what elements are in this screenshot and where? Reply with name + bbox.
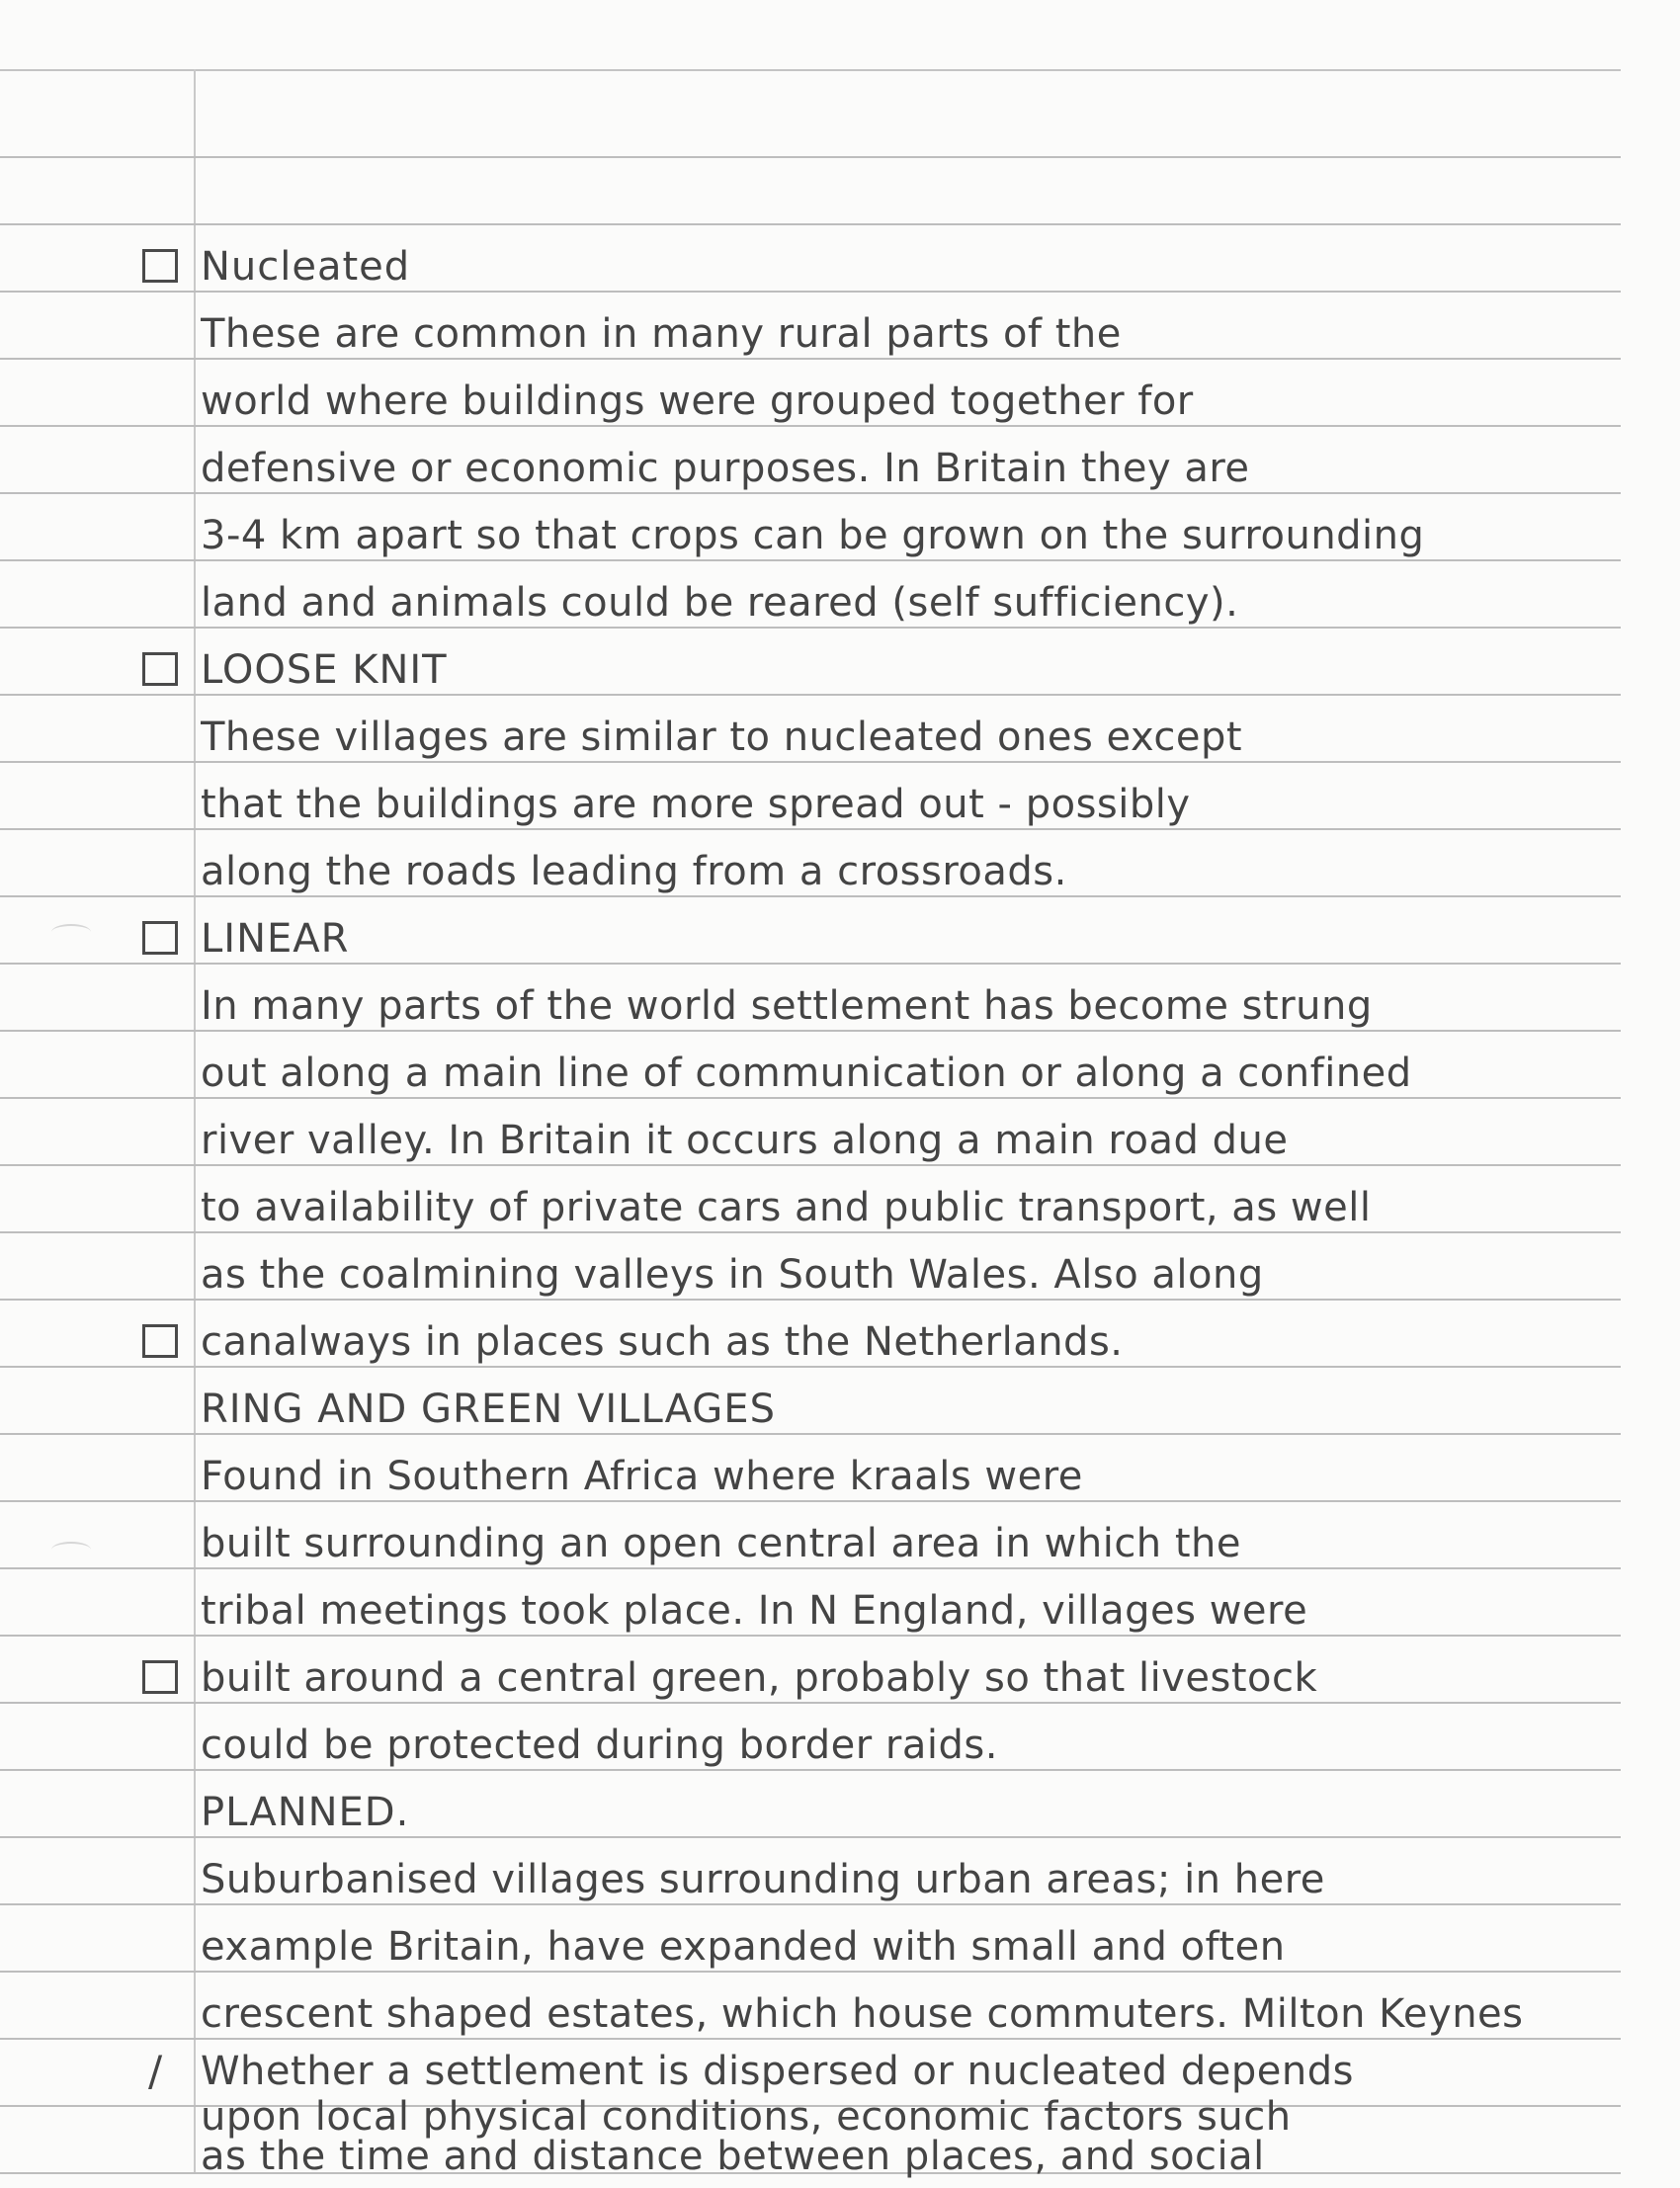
- note-line: world where buildings were grouped together for: [201, 379, 1194, 424]
- note-line: could be protected during border raids.: [201, 1723, 998, 1768]
- note-line: upon local physical conditions, economic factors such: [201, 2094, 1292, 2140]
- closing-bullet: /: [148, 2047, 163, 2095]
- checkbox-icon: [142, 1660, 178, 1694]
- ruled-line: [0, 156, 1621, 158]
- note-line: 3-4 km apart so that crops can be grown on the surrounding: [201, 513, 1425, 558]
- section-heading-linear: LINEAR: [201, 916, 350, 962]
- note-line: river valley. In Britain it occurs along a main road due: [201, 1118, 1289, 1163]
- note-line: Suburbanised villages surrounding urban areas; in here: [201, 1857, 1325, 1902]
- note-line: Whether a settlement is dispersed or nucleated depends: [201, 2049, 1354, 2094]
- note-line: land and animals could be reared (self sufficiency).: [201, 580, 1239, 626]
- note-line: built surrounding an open central area in which the: [201, 1521, 1242, 1566]
- note-line: along the roads leading from a crossroads.: [201, 849, 1067, 894]
- note-line: tribal meetings took place. In N England, villages were: [201, 1588, 1308, 1634]
- note-line: In many parts of the world settlement has become strung: [201, 983, 1373, 1029]
- note-line: to availability of private cars and public transport, as well: [201, 1185, 1372, 1230]
- note-line: built around a central green, probably so that livestock: [201, 1655, 1318, 1701]
- note-line: as the coalmining valleys in South Wales. Also along: [201, 1252, 1264, 1298]
- punch-hole-mark: [51, 924, 91, 940]
- note-line: These are common in many rural parts of the: [201, 311, 1122, 357]
- section-heading-nucleated: Nucleated: [201, 244, 411, 290]
- checkbox-icon: [142, 652, 178, 686]
- punch-hole-mark: [51, 1542, 91, 1557]
- note-line: These villages are similar to nucleated ones except: [201, 715, 1243, 760]
- section-heading-ring-and-green: RING AND GREEN VILLAGES: [201, 1387, 776, 1432]
- top-rule: [0, 69, 1621, 71]
- note-line: defensive or economic purposes. In Britain they are: [201, 446, 1250, 491]
- note-line: out along a main line of communication or along a confined: [201, 1051, 1412, 1096]
- checkbox-icon: [142, 921, 178, 955]
- note-line: Found in Southern Africa where kraals were: [201, 1454, 1083, 1499]
- checkbox-icon: [142, 1324, 178, 1358]
- note-line: crescent shaped estates, which house commuters. Milton Keynes: [201, 1991, 1524, 2037]
- section-heading-loose-knit: LOOSE KNIT: [201, 647, 448, 693]
- section-heading-planned: PLANNED.: [201, 1790, 410, 1835]
- note-line: example Britain, have expanded with small and often: [201, 1924, 1286, 1970]
- checkbox-icon: [142, 249, 178, 283]
- note-line: canalways in places such as the Netherlands.: [201, 1319, 1124, 1365]
- note-line: as the time and distance between places, and social: [201, 2134, 1265, 2179]
- note-line: that the buildings are more spread out - possibly: [201, 782, 1191, 827]
- ruled-line: [0, 223, 1621, 225]
- margin-line: [194, 69, 196, 2174]
